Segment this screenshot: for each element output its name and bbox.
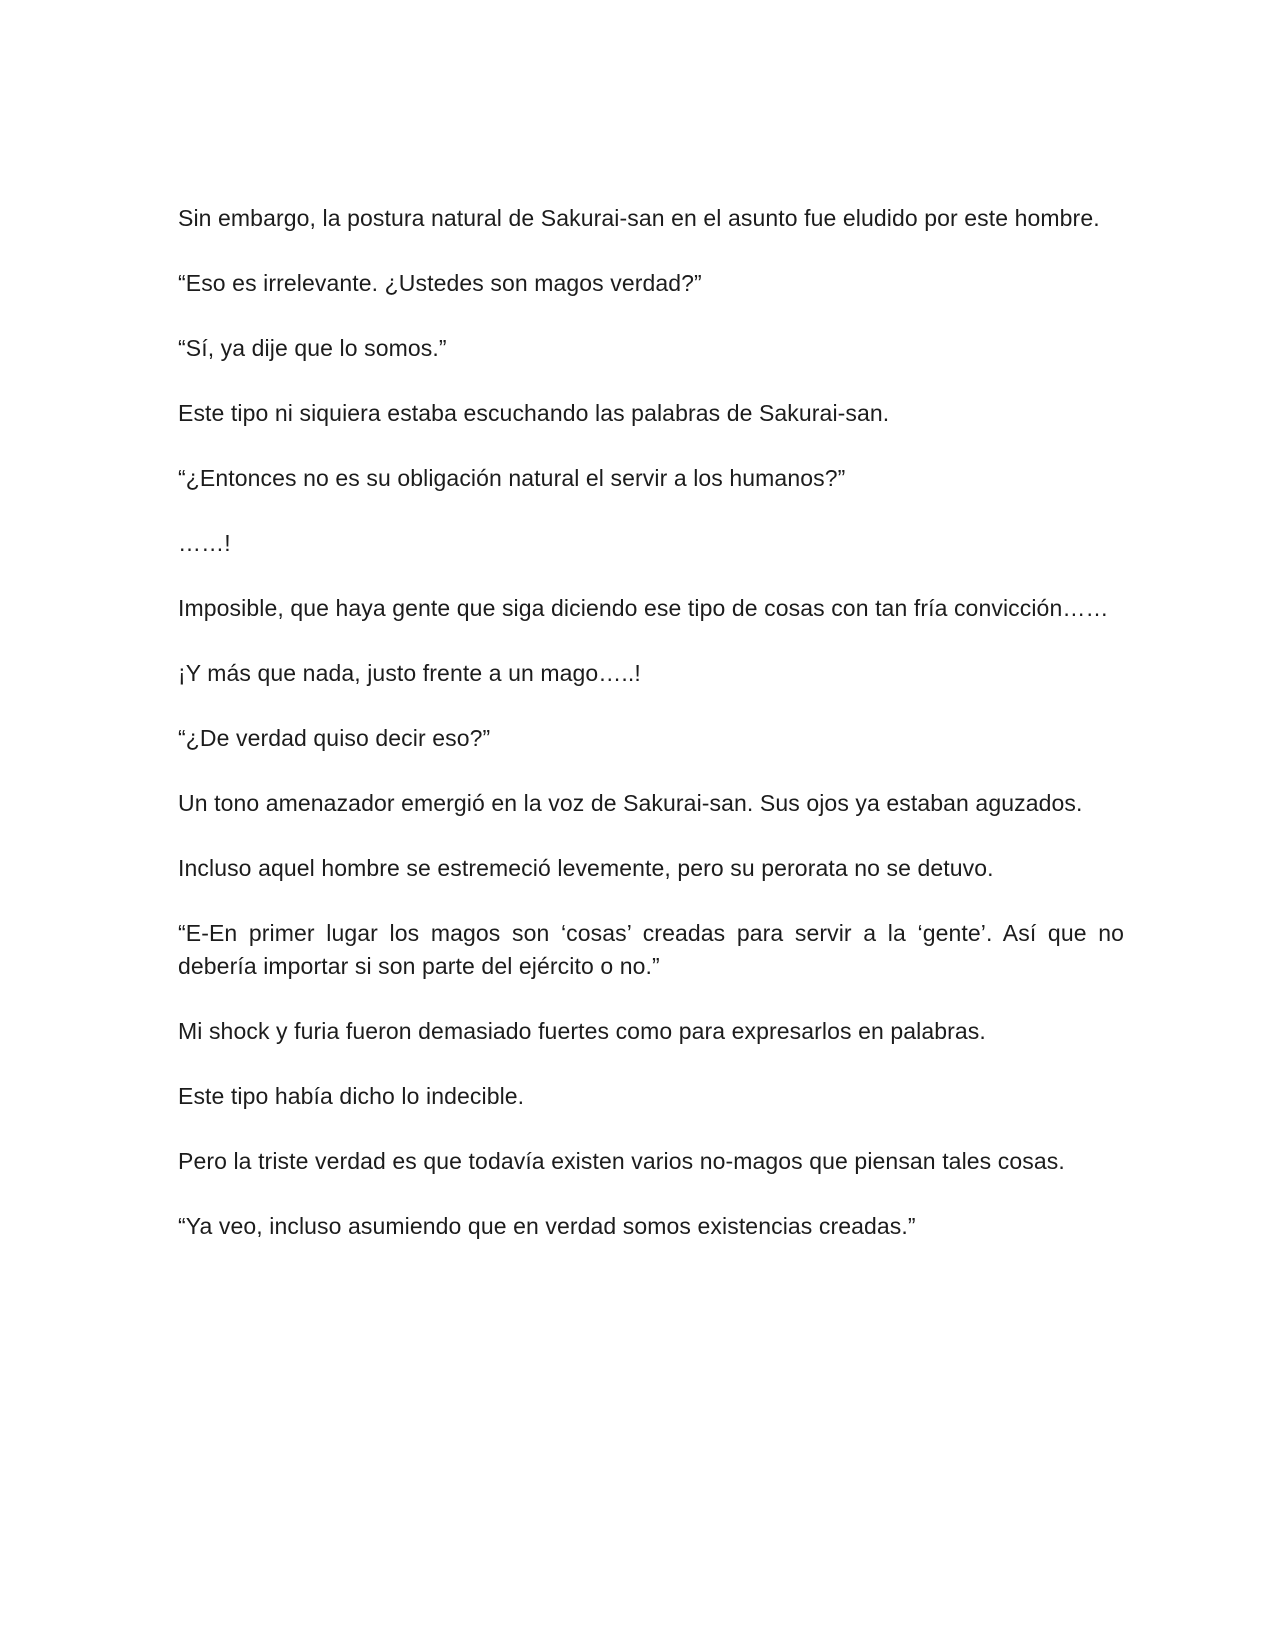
- dialogue-line: “Eso es irrelevante. ¿Ustedes son magos verdad?”: [178, 270, 702, 296]
- dialogue-line: “¿De verdad quiso decir eso?”: [178, 725, 491, 751]
- paragraph: Un tono amenazador emergió en la voz de Sakurai-san. Sus ojos ya estaban aguzados.: [178, 790, 1083, 816]
- paragraph: Mi shock y furia fueron demasiado fuertes como para expresarlos en palabras.: [178, 1018, 986, 1044]
- dialogue-line: “Ya veo, incluso asumiendo que en verdad somos existencias creadas.”: [178, 1213, 916, 1239]
- dialogue-line: “Sí, ya dije que lo somos.”: [178, 335, 447, 361]
- paragraph: Imposible, que haya gente que siga diciendo ese tipo de cosas con tan fría convicción……: [178, 595, 1109, 621]
- paragraph: Pero la triste verdad es que todavía existen varios no-magos que piensan tales cosas.: [178, 1148, 1065, 1174]
- paragraph: ¡Y más que nada, justo frente a un mago…..!: [178, 660, 641, 686]
- dialogue-line: “¿Entonces no es su obligación natural el servir a los humanos?”: [178, 465, 846, 491]
- paragraph: Incluso aquel hombre se estremeció levemente, pero su perorata no se detuvo.: [178, 855, 994, 881]
- paragraph: ……!: [178, 530, 231, 556]
- paragraph: Sin embargo, la postura natural de Sakurai-san en el asunto fue eludido por este hombre.: [178, 205, 1100, 231]
- dialogue-line: “E-En primer lugar los magos son ‘cosas’ creadas para servir a la ‘gente’. Así que no debería importar si son parte del ejército o no.”: [178, 920, 1124, 979]
- paragraph: Este tipo ni siquiera estaba escuchando las palabras de Sakurai-san.: [178, 400, 890, 426]
- paragraph: Este tipo había dicho lo indecible.: [178, 1083, 525, 1109]
- document-body: [178, 202, 1124, 1275]
